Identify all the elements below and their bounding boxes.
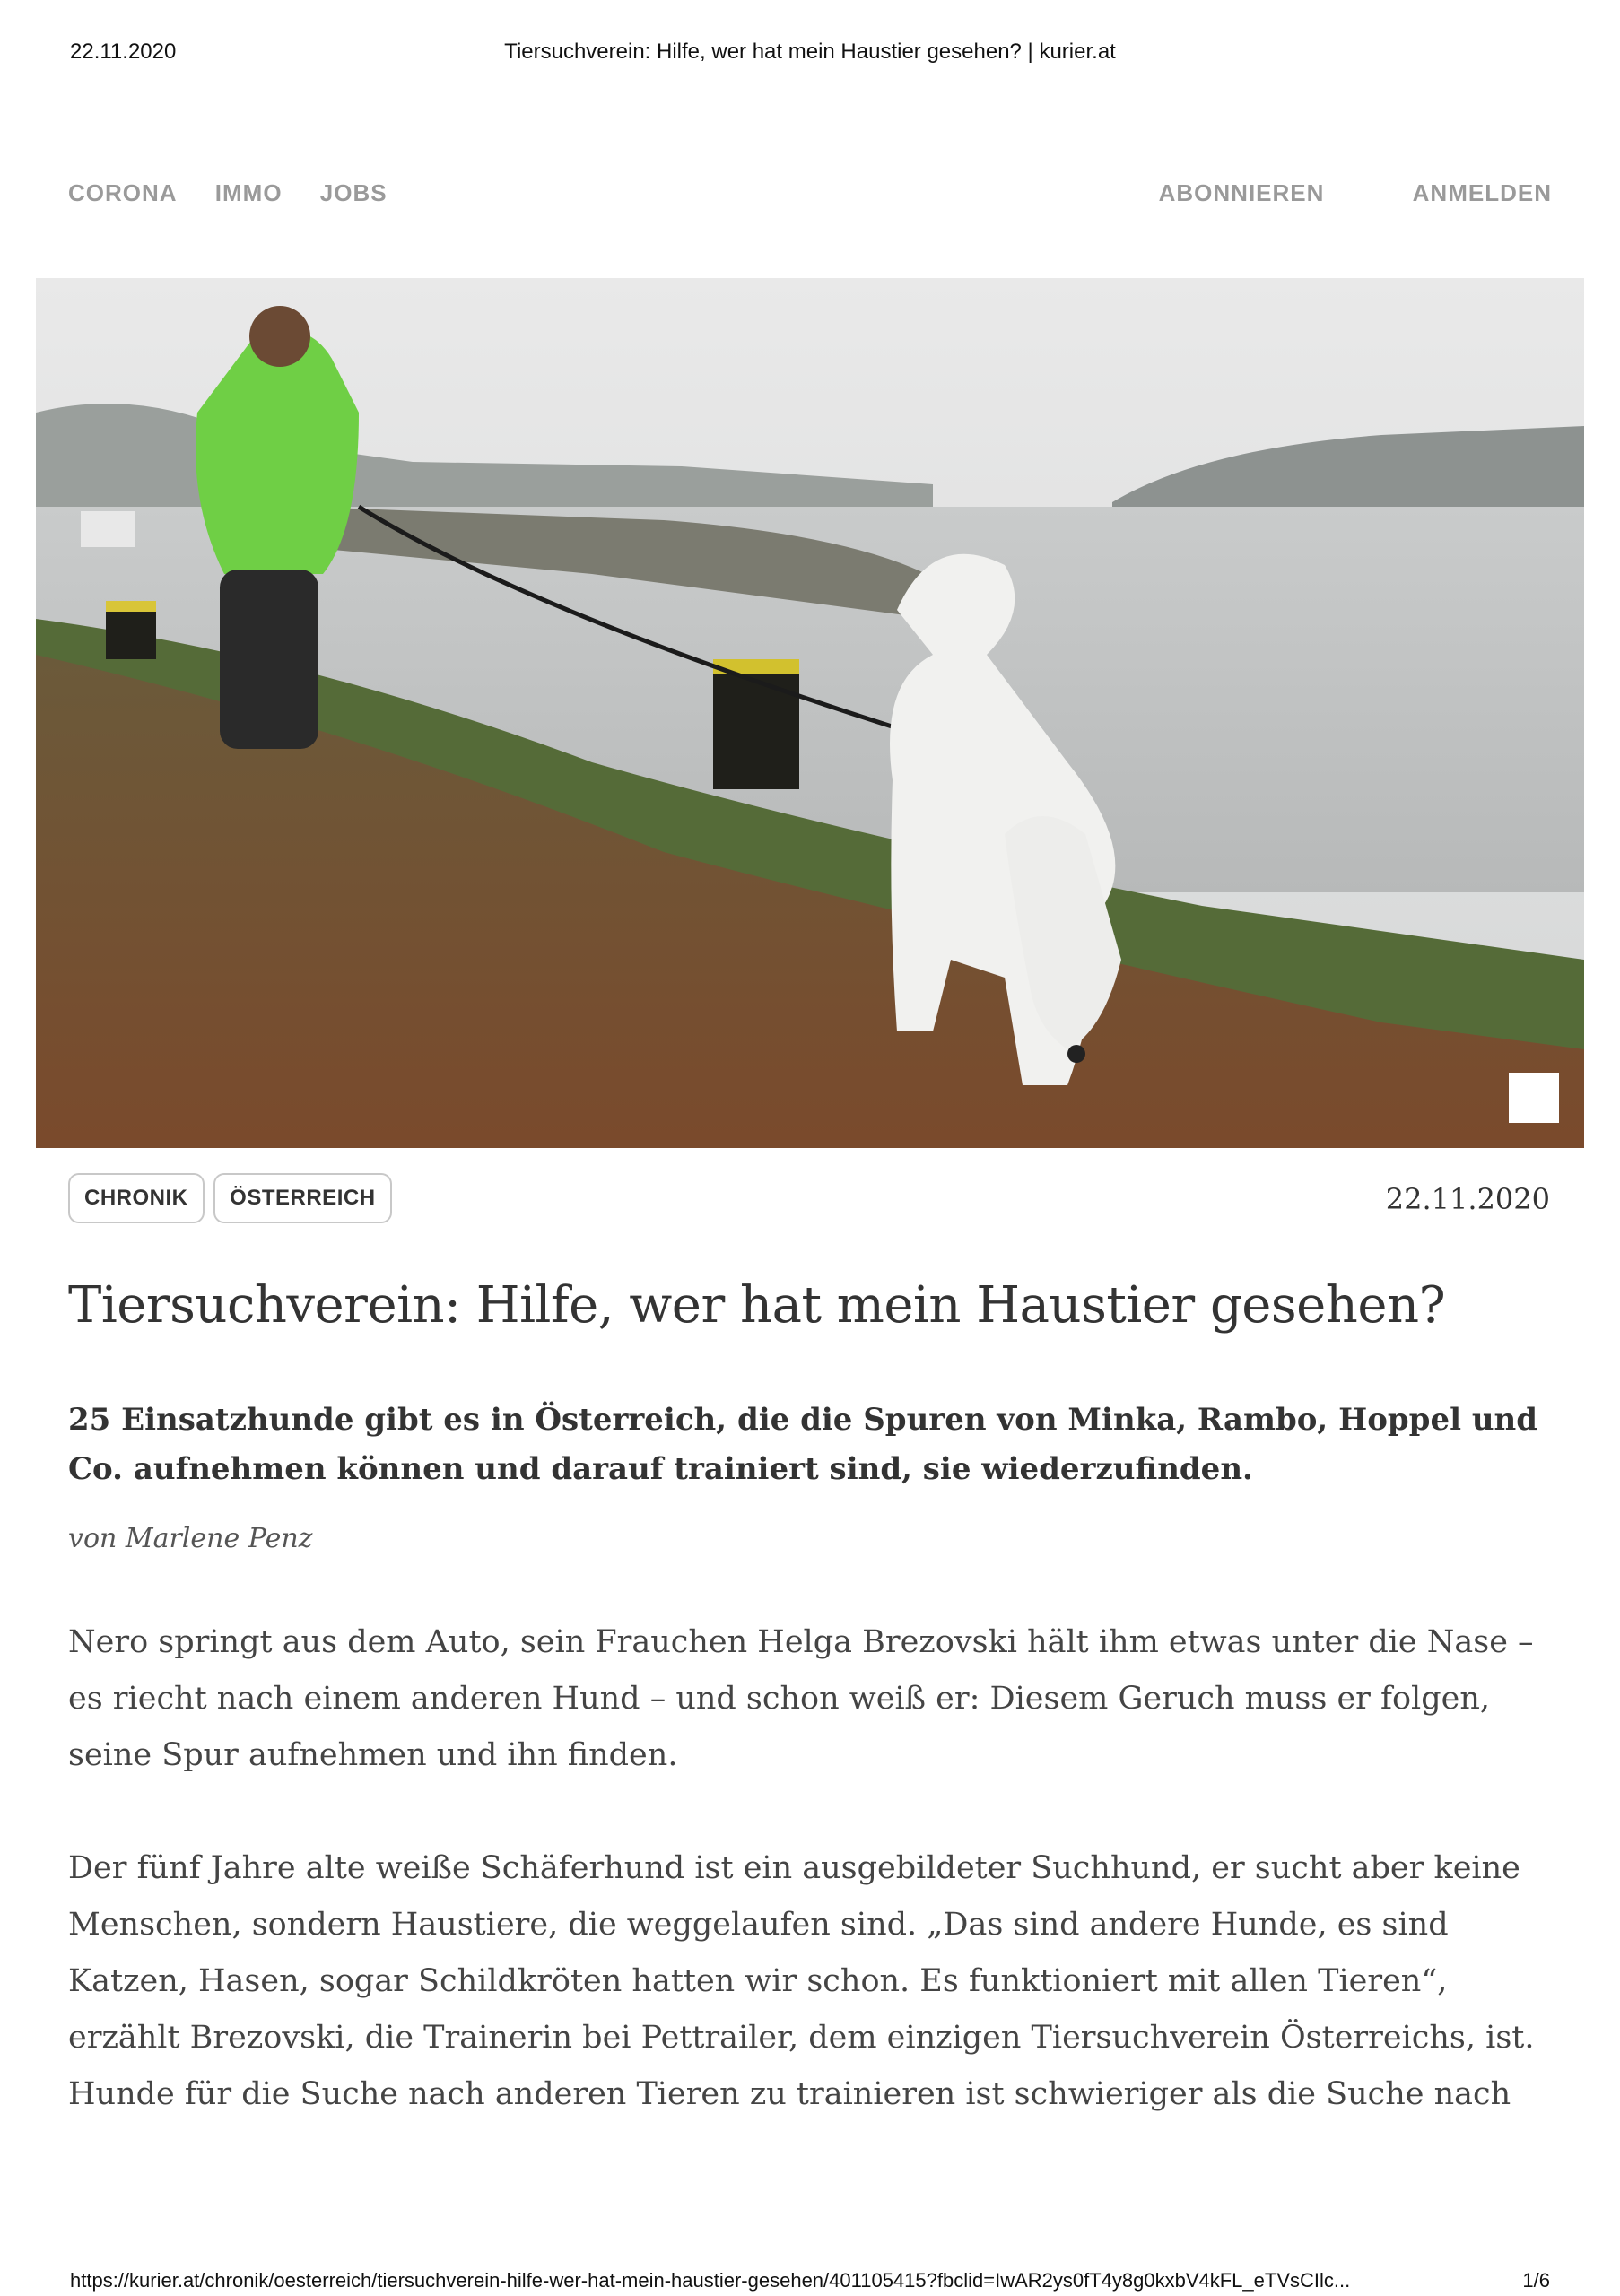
- article-paragraph: Nero springt aus dem Auto, sein Frauchen Helga Brezovski hält ihm etwas unter die Nase – es riecht nach einem anderen Hund – und schon weiß er: Diesem Geruch muss er folgen, seine Spur aufnehmen und ihn finden.: [68, 1624, 1534, 1773]
- article-author: von Marlene Penz: [68, 1523, 313, 1554]
- article-date: 22.11.2020: [1385, 1182, 1550, 1216]
- nav-link-jobs[interactable]: JOBS: [319, 179, 388, 206]
- nav-left: [68, 179, 418, 207]
- login-link[interactable]: ANMELDEN: [1412, 179, 1552, 206]
- print-footer: [70, 2269, 1550, 2296]
- print-page-number: 1/6: [1522, 2269, 1550, 2292]
- category-tags: [68, 1173, 396, 1223]
- top-navigation: [68, 179, 1552, 215]
- nav-link-immo[interactable]: IMMO: [214, 179, 283, 206]
- article-headline: Tiersuchverein: Hilfe, wer hat mein Haustier gesehen?: [68, 1276, 1446, 1335]
- article-paragraph: Der fünf Jahre alte weiße Schäferhund ist ein ausgebildeter Suchhund, er sucht aber keine Menschen, sondern Haustiere, die weggelaufen sind. „Das sind andere Hunde, es sind Katzen, Hasen, sogar Schildkröten hatten wir schon. Es funktioniert mit allen Tieren“, erzählt Brezovski, die Trainerin bei Pettrailer, dem einzigen Tiersuchverein Österreichs, ist. Hunde für die Suche nach anderen Tieren zu trainieren ist schwieriger als die Suche nach: [68, 1850, 1535, 2112]
- print-date: 22.11.2020: [70, 39, 177, 64]
- article-lead: 25 Einsatzhunde gibt es in Österreich, die die Spuren von Minka, Rambo, Hoppel und Co. aufnehmen können und darauf trainiert sind, sie wiederzufinden.: [68, 1402, 1538, 1487]
- nav-link-corona[interactable]: CORONA: [68, 179, 178, 206]
- print-header: [0, 39, 1620, 72]
- print-title: Tiersuchverein: Hilfe, wer hat mein Haustier gesehen? | kurier.at: [504, 39, 1116, 64]
- tag-chronik[interactable]: CHRONIK: [68, 1173, 205, 1223]
- print-url: https://kurier.at/chronik/oesterreich/tiersuchverein-hilfe-wer-hat-mein-haustier-gesehen/401105415?fbclid=IwAR2ys0fT4y8g0kxbV4kFL_eTVsCIlc...: [70, 2269, 1351, 2292]
- hero-photo-illustration: [36, 278, 1584, 1148]
- subscribe-link[interactable]: ABONNIEREN: [1158, 179, 1325, 206]
- hero-image[interactable]: [36, 278, 1584, 1148]
- tag-oesterreich[interactable]: ÖSTERREICH: [213, 1173, 391, 1223]
- nav-right: [1078, 179, 1552, 207]
- expand-image-icon[interactable]: [1509, 1073, 1559, 1123]
